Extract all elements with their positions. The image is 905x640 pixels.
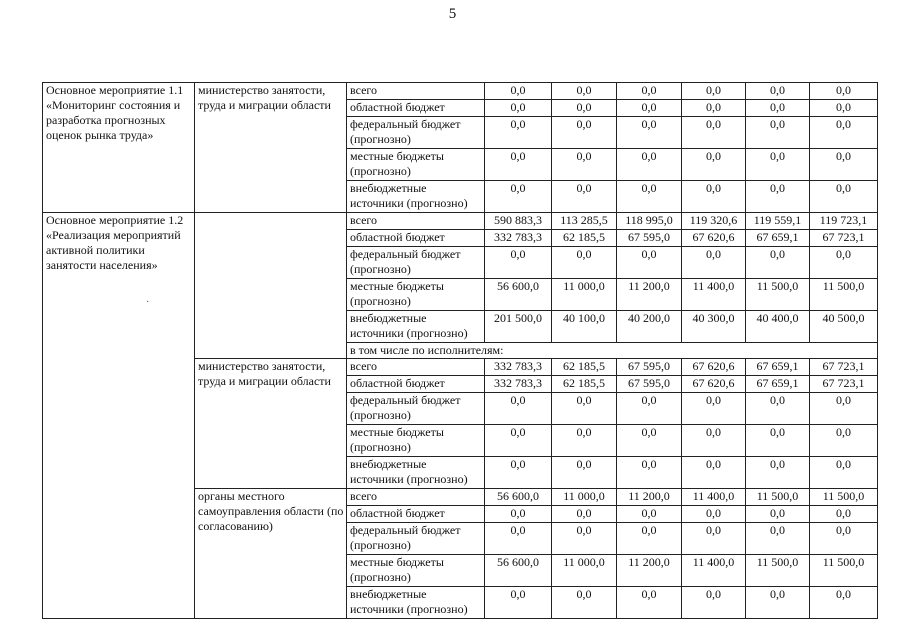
amount-cell: 0,0 xyxy=(485,117,552,149)
amount-cell: 0,0 xyxy=(682,181,746,213)
amount-cell: 0,0 xyxy=(810,425,878,457)
amount-cell: 0,0 xyxy=(617,587,682,619)
amount-cell: 0,0 xyxy=(617,506,682,523)
amount-cell: 0,0 xyxy=(746,149,810,181)
amount-cell: 0,0 xyxy=(617,247,682,279)
amount-cell: 11 200,0 xyxy=(617,555,682,587)
amount-cell: 0,0 xyxy=(746,506,810,523)
amount-cell: 0,0 xyxy=(552,587,617,619)
funding-source: местные бюджеты (прогнозно) xyxy=(347,149,485,181)
amount-cell: 11 500,0 xyxy=(810,279,878,311)
amount-cell: 0,0 xyxy=(682,523,746,555)
amount-cell: 40 500,0 xyxy=(810,311,878,343)
amount-cell: 67 620,6 xyxy=(682,376,746,393)
amount-cell: 0,0 xyxy=(746,100,810,117)
amount-cell: 119 320,6 xyxy=(682,213,746,230)
amount-cell: 11 500,0 xyxy=(810,555,878,587)
amount-cell: 0,0 xyxy=(810,117,878,149)
amount-cell: 0,0 xyxy=(485,100,552,117)
amount-cell: 11 500,0 xyxy=(746,279,810,311)
amount-cell: 0,0 xyxy=(552,149,617,181)
amount-cell: 119 723,1 xyxy=(810,213,878,230)
funding-source: всего xyxy=(347,489,485,506)
amount-cell: 56 600,0 xyxy=(485,489,552,506)
amount-cell: 0,0 xyxy=(552,506,617,523)
amount-cell: 11 400,0 xyxy=(682,555,746,587)
amount-cell: 0,0 xyxy=(617,149,682,181)
amount-cell: 0,0 xyxy=(746,393,810,425)
amount-cell: 0,0 xyxy=(552,181,617,213)
funding-source: местные бюджеты (прогнозно) xyxy=(347,555,485,587)
amount-cell: 67 659,1 xyxy=(746,359,810,376)
amount-cell: 0,0 xyxy=(810,506,878,523)
amount-cell: 0,0 xyxy=(810,523,878,555)
amount-cell: 0,0 xyxy=(810,149,878,181)
funding-source: местные бюджеты (прогнозно) xyxy=(347,279,485,311)
activity-cell: Основное мероприятие 1.1 «Мониторинг состояния и разработка прогнозных оценок рынка труда» xyxy=(43,83,195,213)
amount-cell: 0,0 xyxy=(485,181,552,213)
amount-cell: 201 500,0 xyxy=(485,311,552,343)
budget-table xyxy=(42,82,878,619)
funding-source: внебюджетные источники (прогнозно) xyxy=(347,181,485,213)
amount-cell: 67 723,1 xyxy=(810,230,878,247)
amount-cell: 67 723,1 xyxy=(810,359,878,376)
amount-cell: 0,0 xyxy=(617,117,682,149)
amount-cell: 0,0 xyxy=(682,247,746,279)
amount-cell: 11 400,0 xyxy=(682,489,746,506)
amount-cell: 62 185,5 xyxy=(552,359,617,376)
activity-cell: Основное мероприятие 1.2 «Реализация мероприятий активной политики занятости населения» xyxy=(43,213,195,619)
funding-source: внебюджетные источники (прогнозно) xyxy=(347,457,485,489)
amount-cell: 0,0 xyxy=(485,393,552,425)
amount-cell: 0,0 xyxy=(617,181,682,213)
amount-cell: 0,0 xyxy=(746,181,810,213)
amount-cell: 67 620,6 xyxy=(682,359,746,376)
amount-cell: 40 300,0 xyxy=(682,311,746,343)
amount-cell: 0,0 xyxy=(485,247,552,279)
amount-cell: 0,0 xyxy=(617,100,682,117)
amount-cell: 0,0 xyxy=(682,425,746,457)
amount-cell: 67 620,6 xyxy=(682,230,746,247)
amount-cell: 40 100,0 xyxy=(552,311,617,343)
amount-cell: 0,0 xyxy=(485,587,552,619)
amount-cell: 0,0 xyxy=(552,425,617,457)
executor-cell: министерство занятости, труда и миграции области xyxy=(195,359,347,489)
amount-cell: 332 783,3 xyxy=(485,230,552,247)
amount-cell: 0,0 xyxy=(617,457,682,489)
executor-cell: органы местного самоуправления области (по согласованию) xyxy=(195,489,347,619)
amount-cell: 67 595,0 xyxy=(617,376,682,393)
amount-cell: 62 185,5 xyxy=(552,376,617,393)
amount-cell: 11 200,0 xyxy=(617,279,682,311)
amount-cell: 0,0 xyxy=(810,100,878,117)
amount-cell: 0,0 xyxy=(746,247,810,279)
amount-cell: 11 200,0 xyxy=(617,489,682,506)
amount-cell: 0,0 xyxy=(552,100,617,117)
amount-cell: 0,0 xyxy=(746,83,810,100)
amount-cell: 113 285,5 xyxy=(552,213,617,230)
amount-cell: 67 723,1 xyxy=(810,376,878,393)
amount-cell: 0,0 xyxy=(552,523,617,555)
amount-cell: 0,0 xyxy=(746,117,810,149)
amount-cell: 0,0 xyxy=(682,100,746,117)
funding-source: всего xyxy=(347,83,485,100)
amount-cell: 0,0 xyxy=(810,457,878,489)
amount-cell: 0,0 xyxy=(485,149,552,181)
funding-source: всего xyxy=(347,213,485,230)
funding-source: местные бюджеты (прогнозно) xyxy=(347,425,485,457)
amount-cell: 11 000,0 xyxy=(552,555,617,587)
funding-source: федеральный бюджет (прогнозно) xyxy=(347,523,485,555)
amount-cell: 0,0 xyxy=(617,425,682,457)
funding-source: федеральный бюджет (прогнозно) xyxy=(347,393,485,425)
executors-note: в том числе по исполнителям: xyxy=(347,343,878,359)
amount-cell: 0,0 xyxy=(485,506,552,523)
amount-cell: 0,0 xyxy=(552,83,617,100)
amount-cell: 11 000,0 xyxy=(552,279,617,311)
amount-cell: 40 200,0 xyxy=(617,311,682,343)
amount-cell: 0,0 xyxy=(682,117,746,149)
amount-cell: 0,0 xyxy=(617,523,682,555)
amount-cell: 67 595,0 xyxy=(617,359,682,376)
amount-cell: 332 783,3 xyxy=(485,376,552,393)
amount-cell: 0,0 xyxy=(485,457,552,489)
amount-cell: 11 400,0 xyxy=(682,279,746,311)
amount-cell: 0,0 xyxy=(746,425,810,457)
amount-cell: 0,0 xyxy=(682,506,746,523)
amount-cell: 0,0 xyxy=(810,181,878,213)
amount-cell: 56 600,0 xyxy=(485,555,552,587)
amount-cell: 40 400,0 xyxy=(746,311,810,343)
funding-source: внебюджетные источники (прогнозно) xyxy=(347,311,485,343)
amount-cell: 11 500,0 xyxy=(746,555,810,587)
amount-cell: 67 659,1 xyxy=(746,230,810,247)
amount-cell: 11 500,0 xyxy=(746,489,810,506)
amount-cell: 0,0 xyxy=(485,83,552,100)
funding-source: всего xyxy=(347,359,485,376)
amount-cell: 11 000,0 xyxy=(552,489,617,506)
amount-cell: 0,0 xyxy=(810,83,878,100)
amount-cell: 0,0 xyxy=(810,393,878,425)
amount-cell: 62 185,5 xyxy=(552,230,617,247)
amount-cell: 119 559,1 xyxy=(746,213,810,230)
amount-cell: 0,0 xyxy=(552,393,617,425)
amount-cell: 0,0 xyxy=(617,393,682,425)
amount-cell: 0,0 xyxy=(485,523,552,555)
funding-source: областной бюджет xyxy=(347,230,485,247)
amount-cell: 0,0 xyxy=(746,587,810,619)
funding-source: внебюджетные источники (прогнозно) xyxy=(347,587,485,619)
amount-cell: 118 995,0 xyxy=(617,213,682,230)
funding-source: федеральный бюджет (прогнозно) xyxy=(347,247,485,279)
amount-cell: 332 783,3 xyxy=(485,359,552,376)
amount-cell: 0,0 xyxy=(682,587,746,619)
amount-cell: 11 500,0 xyxy=(810,489,878,506)
budget-table-body xyxy=(43,83,878,619)
amount-cell: 0,0 xyxy=(682,457,746,489)
funding-source: областной бюджет xyxy=(347,376,485,393)
amount-cell: 0,0 xyxy=(682,393,746,425)
table-row xyxy=(43,83,878,100)
funding-source: областной бюджет xyxy=(347,506,485,523)
table-row xyxy=(43,213,878,230)
page-number: 5 xyxy=(448,6,457,22)
scan-dot: · xyxy=(146,297,150,308)
amount-cell: 67 659,1 xyxy=(746,376,810,393)
amount-cell: 0,0 xyxy=(746,457,810,489)
amount-cell: 0,0 xyxy=(552,457,617,489)
amount-cell: 0,0 xyxy=(485,425,552,457)
amount-cell: 0,0 xyxy=(552,117,617,149)
amount-cell: 56 600,0 xyxy=(485,279,552,311)
amount-cell: 590 883,3 xyxy=(485,213,552,230)
amount-cell: 0,0 xyxy=(682,149,746,181)
funding-source: федеральный бюджет (прогнозно) xyxy=(347,117,485,149)
funding-source: областной бюджет xyxy=(347,100,485,117)
executor-cell xyxy=(195,213,347,359)
amount-cell: 0,0 xyxy=(746,523,810,555)
amount-cell: 0,0 xyxy=(682,83,746,100)
amount-cell: 0,0 xyxy=(810,247,878,279)
amount-cell: 67 595,0 xyxy=(617,230,682,247)
amount-cell: 0,0 xyxy=(617,83,682,100)
executor-cell: министерство занятости, труда и миграции области xyxy=(195,83,347,213)
amount-cell: 0,0 xyxy=(810,587,878,619)
amount-cell: 0,0 xyxy=(552,247,617,279)
